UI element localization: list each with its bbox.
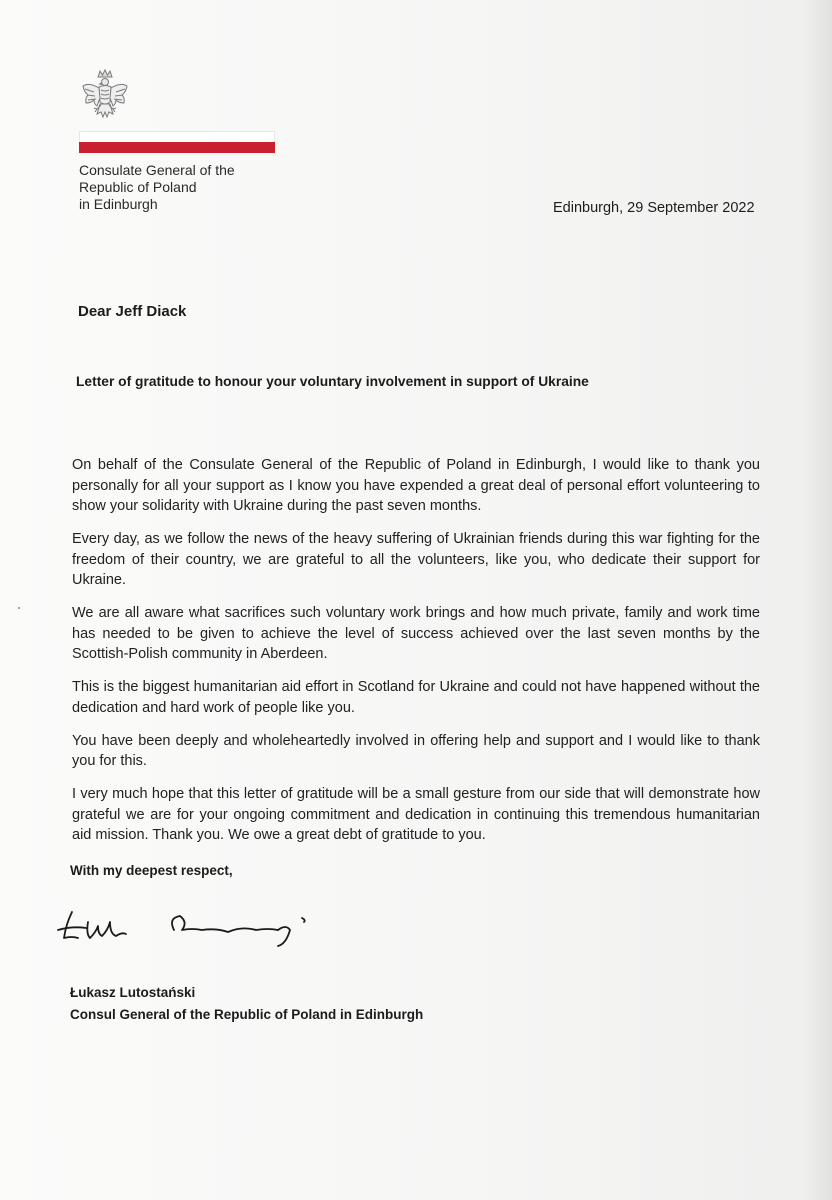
body-paragraph: Every day, as we follow the news of the heavy suffering of Ukrainian friends during this war fighting for the freedom of their country, we are grateful to all the volunteers, like you, who dedicate their support for Ukraine. [72, 531, 760, 588]
polish-flag-stripe [79, 131, 275, 153]
institution-line: Consulate General of the [79, 162, 235, 178]
signer-name: Łukasz Lutostański [70, 985, 196, 1000]
letter-subject: Letter of gratitude to honour your voluntary involvement in support of Ukraine [76, 374, 589, 389]
body-paragraph: This is the biggest humanitarian aid effort in Scotland for Ukraine and could not have happened without the dedication and hard work of people like you. [72, 679, 760, 716]
polish-eagle-emblem-icon [79, 68, 131, 126]
letter-body [72, 455, 760, 858]
body-paragraph: We are all aware what sacrifices such voluntary work brings and how much private, family and work time has needed to be given to achieve the level of success achieved over the last seven months by the Scottish-Polish community in Aberdeen. [72, 605, 760, 662]
institution-line: Republic of Poland [79, 179, 197, 195]
salutation: Dear Jeff Diack [78, 303, 187, 320]
handwritten-signature [52, 900, 332, 950]
institution-name [79, 162, 235, 213]
signer-title: Consul General of the Republic of Poland in Edinburgh [70, 1007, 424, 1022]
letter-date: Edinburgh, 29 September 2022 [553, 200, 755, 216]
body-paragraph: On behalf of the Consulate General of the Republic of Poland in Edinburgh, I would like to thank you personally for all your support as I know you have expended a great deal of personal effort volunteering to show your solidarity with Ukraine during the past seven months. [72, 457, 760, 514]
closing-line: With my deepest respect, [70, 863, 233, 878]
flag-white-band [79, 131, 275, 142]
flag-red-band [79, 142, 275, 153]
paper-speck [18, 607, 20, 609]
signer-block [70, 982, 423, 1026]
institution-line: in Edinburgh [79, 196, 158, 212]
body-paragraph: You have been deeply and wholeheartedly involved in offering help and support and I would like to thank you for this. [72, 732, 760, 769]
body-paragraph: I very much hope that this letter of gratitude will be a small gesture from our side that will demonstrate how grateful we are for your ongoing commitment and dedication in continuing this tremendous humanitarian aid mission. Thank you. We owe a great debt of gratitude to you. [72, 786, 760, 843]
